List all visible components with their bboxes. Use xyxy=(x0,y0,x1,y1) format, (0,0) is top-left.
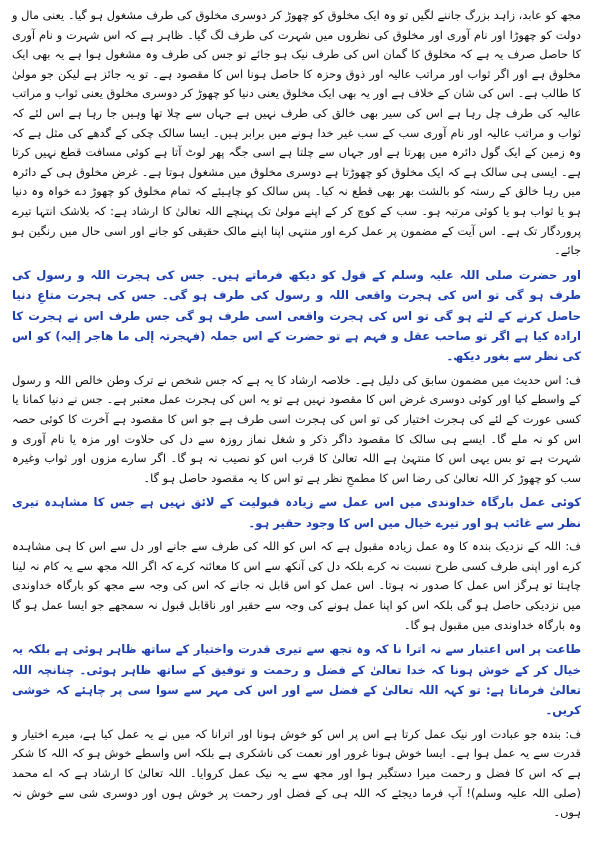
aphorism-paragraph: طاعت پر اس اعتبار سے نہ اترا نا کہ وہ تجھ سے تیری قدرت واختیار کے ساتھ ظاہر ہوئی ہے بلکہ یہ خیال کر کے خوش ہونا کہ خدا تعالیٰ کے فضل و رحمت و توفیق کے ساتھ ظاہر ہوئی۔ چنانچہ اللہ تعالیٰ فرماتا ہے: تو کہہ اللہ تعالیٰ کے فضل سے اور اس کی مہر سے سوا سی پر چاہئے کہ خوشی کریں۔ xyxy=(12,642,581,718)
commentary-paragraph: ف: اللہ کے نزدیک بندہ کا وہ عمل زیادہ مقبول ہے کہ اس کو اللہ کی طرف سے جانے اور دل سے اس کا ہی مشاہدہ کرے اور اپنی طرف کسی طرح نسبت نہ کرے بلکہ دل کی آنکھ سے اس کا معائنہ کرے کہ اگر اللہ مجھ سے یہ کام نہ لینا چاہتا تو ہرگز اس عمل کا صدور نہ ہوتا۔ اس عمل کو اس قابل نہ جانے کہ اس کی وجہ سے مجھ کو بارگاہ خداوندی میں نزدیکی حاصل ہو گی بلکہ اس کو اپنا عمل ہونے کی وجہ سے حقیر اور ناقابل قبول نہ سمجھے جو ایسا عمل ہو گا وہ بارگاہ خداوندی میں مقبول ہو گا۔ xyxy=(12,539,581,632)
body-paragraph: مجھ کو عابد، زاہد بزرگ جاننے لگیں تو وہ ایک مخلوق کو چھوڑ کر دوسری مخلوق کی طرف مشغول ہو گیا۔ یعنی مال و دولت کو چھوڑا اور نام آوری اور مخلوق کی نظروں میں شہرت کی طرف لگ گیا۔ ظاہر ہے کہ اس شہرت و نام آوری کا حاصل صرف یہ ہے کہ مخلوق کا گمان اس کی طرف نیک ہو جائے تو جس کی طرف وہ مشغول ہوا ہے یہ بھی ایک مخلوق ہے اور اگر ثواب اور مراتب عالیہ اور ذوق وحزہ کا حاصل ہونا اس کا مقصود ہے۔ تو یہ جائز ہے لیکن جو مولیٰ کا طالب ہے۔ اس کی شان کے خلاف ہے اور یہ بھی ایک مخلوق یعنی دنیا کو چھوڑ کر دوسری مخلوق یعنی ثواب و مراتب عالیہ کی طرف چل رہا ہے اس کی سیر بھی خالق کی طرف نہیں ہے جہاں سے چلا تھا وہیں جا رہا ہے اس لئے کہ ثواب و مراتب عالیہ اور نام آوری سب کے سب غیر خدا ہونے میں برابر ہیں۔ ایسا سالک چکی کے گدھے کی مثل ہے کہ وہ زمین کے ایک گول دائرہ میں پھرتا ہے اور جہاں سے چلتا ہے اسی جگہ پھر لوٹ آتا ہے کوئی مسافت قطع نہیں کرتا ہے۔ ایسی ہی سالک ہے کہ ایک مخلوق کو چھوڑتا ہے دوسری مخلوق میں مشغول ہوتا ہے۔ غرض مخلوق ہی کے دائرہ میں رہا خالق کے رستہ کو بالشت بھر بھی قطع نہ کیا۔ پس سالک کو چاہیئے کہ تمام مخلوق کو چھوڑ دے خواہ وہ دنیا ہو یا ثواب ہو یا کوئی مرتبہ ہو۔ سب کے کوچ کر کے اپنے مولیٰ تک پہنچے اللہ تعالیٰ کا ارشاد ہے: کہ بلاشک انتہا تیرے پروردگار تک ہے۔ اس آیت کے مضمون پر عمل کرے اور منتہی اپنا اپنے مالک حقیقی کو جانے اور اسی حال میں رنگین ہو جائے۔ xyxy=(12,8,581,258)
commentary-paragraph: ف: اس حدیث میں مضمون سابق کی دلیل ہے۔ خلاصہ ارشاد کا یہ ہے کہ جس شخص نے ترک وطن خالص اللہ و رسول کے واسطے کیا اور کوئی دوسری غرض اس کا مقصود نہیں ہے تو یہ اس کی ہجرت عمل معتبر ہے۔ جس نے دنیا کمانا یا کسی عورت کے لئے کی ہجرت اختیار کی تو اس کی ہجرت اسی طرف ہے جو اس کا مقصود ہے آخرت کا کوئی حصہ اس کو نہ ملے گا۔ ایسے ہی سالک کا مقصود داگر ذکر و شغل نماز روزہ سے دل کی حلاوت اور مزہ یا نام آوری و شہرت ہے تو بس یہی اس کا منتہیٰ ہے اللہ تعالیٰ کا قرب اس کو نصیب نہ ہو گا۔ اگر سارے مزوں اور ثواب وغیرہ سب کو چھوڑ کر اللہ تعالیٰ کی رضا اس کا مطمحِ نظر ہے تو اس کا یہ مقصود حاصل ہو گا۔ xyxy=(12,372,581,485)
hadith-quote-paragraph: اور حضرت صلی اللہ علیہ وسلم کے قول کو دیکھ فرماتے ہیں۔ جس کی ہجرت اللہ و رسول کی طرف ہو گی تو اس کی ہجرت واقعی اللہ و رسول کی طرف ہو گی۔ جس کی ہجرت متاعِ دنیا حاصل کرنے کے لئے ہو گی تو اس کی ہجرت واقعی اسی طرف ہو گی جس طرف اس نے ہجرت کا ارادہ کیا ہے اگر تو صاحب عقل و فہم ہے تو حضرت کے اس جملہ (فہجرتہ إلی ما ھاجر إلیہ) کو اس کی نظر سے بغور دیکھ۔ xyxy=(12,267,581,364)
aphorism-paragraph: کوئی عمل بارگاہ خداوندی میں اس عمل سے زیادہ قبولیت کے لائق نہیں ہے جس کا مشاہدہ تیری نظر سے غائب ہو اور تیرے خیال میں اس کا وجود حقیر ہو۔ xyxy=(12,495,581,530)
commentary-paragraph: ف: بندہ جو عبادت اور نیک عمل کرتا ہے اس پر اس کو خوش ہونا اور اترانا کہ میں نے یہ عمل کیا ہے، میرے اختیار و قدرت سے یہ عمل ہوا ہے۔ ایسا خوش ہونا غرور اور نعمت کی ناشکری ہے بلکہ اس واسطے خوش ہو کہ اللہ کا شکر ہے کہ اس کا فضل و رحمت میرا دستگیر ہوا اور مجھ سے یہ نیک عمل کروایا۔ اللہ تعالیٰ کا ارشاد ہے کہ اے محمد (صلی اللہ علیہ وسلم)! آپ فرما دیجئے کہ اللہ ہی کے فضل اور رحمت پر خوش ہوں اور دوسری شی سے خوش نہ ہوں۔ xyxy=(12,726,581,820)
